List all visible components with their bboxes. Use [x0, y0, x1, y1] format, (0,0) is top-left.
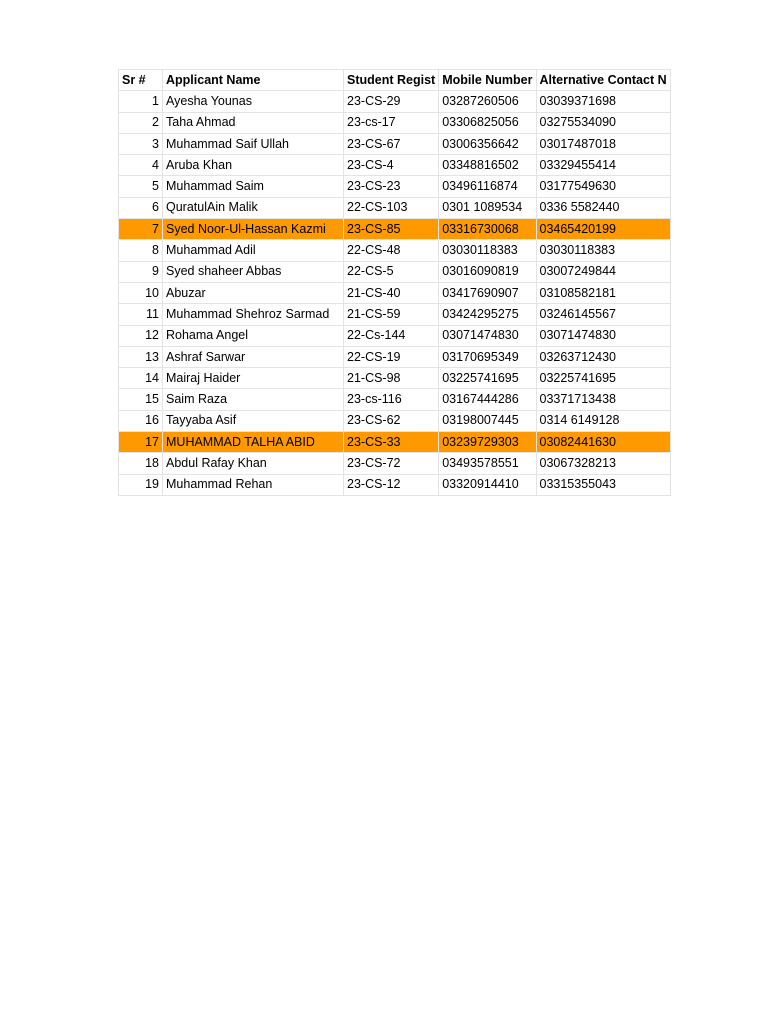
- cell-student-registration[interactable]: 23-cs-116: [344, 389, 439, 410]
- cell-applicant-name[interactable]: Muhammad Shehroz Sarmad: [163, 304, 344, 325]
- header-alternative-contact: Alternative Contact N: [536, 70, 670, 91]
- table-row: [119, 261, 671, 282]
- cell-applicant-name[interactable]: Ashraf Sarwar: [163, 346, 344, 367]
- cell-applicant-name[interactable]: Rohama Angel: [163, 325, 344, 346]
- cell-applicant-name[interactable]: Syed shaheer Abbas: [163, 261, 344, 282]
- header-row: [119, 70, 671, 91]
- cell-sr[interactable]: 14: [119, 368, 163, 389]
- cell-alternative-contact[interactable]: 03071474830: [536, 325, 670, 346]
- table-row: [119, 197, 671, 218]
- cell-applicant-name[interactable]: Taha Ahmad: [163, 112, 344, 133]
- cell-mobile-number[interactable]: 03016090819: [439, 261, 536, 282]
- cell-alternative-contact[interactable]: 03329455414: [536, 155, 670, 176]
- cell-mobile-number[interactable]: 03320914410: [439, 474, 536, 495]
- table-row: [119, 346, 671, 367]
- cell-sr[interactable]: 2: [119, 112, 163, 133]
- cell-applicant-name[interactable]: Mairaj Haider: [163, 368, 344, 389]
- table-row: [119, 133, 671, 154]
- cell-mobile-number[interactable]: 03496116874: [439, 176, 536, 197]
- cell-student-registration[interactable]: 22-CS-5: [344, 261, 439, 282]
- cell-alternative-contact[interactable]: 03263712430: [536, 346, 670, 367]
- cell-applicant-name[interactable]: Abdul Rafay Khan: [163, 453, 344, 474]
- cell-sr[interactable]: 18: [119, 453, 163, 474]
- table-row: [119, 474, 671, 495]
- table-row: [119, 112, 671, 133]
- cell-sr[interactable]: 15: [119, 389, 163, 410]
- cell-mobile-number[interactable]: 03287260506: [439, 91, 536, 112]
- cell-sr[interactable]: 13: [119, 346, 163, 367]
- header-sr: Sr #: [119, 70, 163, 91]
- cell-mobile-number[interactable]: 03417690907: [439, 282, 536, 303]
- applicant-table: [118, 69, 671, 496]
- cell-applicant-name[interactable]: Abuzar: [163, 282, 344, 303]
- cell-student-registration[interactable]: 22-CS-19: [344, 346, 439, 367]
- table-row: [119, 240, 671, 261]
- cell-student-registration[interactable]: 23-CS-12: [344, 474, 439, 495]
- cell-mobile-number[interactable]: 03198007445: [439, 410, 536, 431]
- cell-mobile-number[interactable]: 03225741695: [439, 368, 536, 389]
- table-row: [119, 304, 671, 325]
- cell-sr[interactable]: 7: [119, 219, 163, 240]
- cell-applicant-name[interactable]: QuratulAin Malik: [163, 197, 344, 218]
- table-row: [119, 325, 671, 346]
- cell-mobile-number[interactable]: 03167444286: [439, 389, 536, 410]
- cell-applicant-name[interactable]: Syed Noor-Ul-Hassan Kazmi: [163, 219, 344, 240]
- cell-student-registration[interactable]: 23-CS-62: [344, 410, 439, 431]
- cell-alternative-contact[interactable]: 03225741695: [536, 368, 670, 389]
- cell-student-registration[interactable]: 23-CS-85: [344, 219, 439, 240]
- cell-student-registration[interactable]: 23-CS-33: [344, 432, 439, 453]
- cell-alternative-contact[interactable]: 03315355043: [536, 474, 670, 495]
- cell-applicant-name[interactable]: MUHAMMAD TALHA ABID: [163, 432, 344, 453]
- cell-mobile-number[interactable]: 03006356642: [439, 133, 536, 154]
- cell-sr[interactable]: 8: [119, 240, 163, 261]
- cell-applicant-name[interactable]: Muhammad Adil: [163, 240, 344, 261]
- cell-applicant-name[interactable]: Aruba Khan: [163, 155, 344, 176]
- cell-student-registration[interactable]: 22-CS-103: [344, 197, 439, 218]
- cell-mobile-number[interactable]: 03424295275: [439, 304, 536, 325]
- cell-sr[interactable]: 10: [119, 282, 163, 303]
- cell-sr[interactable]: 3: [119, 133, 163, 154]
- cell-sr[interactable]: 1: [119, 91, 163, 112]
- cell-mobile-number[interactable]: 03239729303: [439, 432, 536, 453]
- cell-student-registration[interactable]: 21-CS-59: [344, 304, 439, 325]
- cell-alternative-contact[interactable]: 03067328213: [536, 453, 670, 474]
- cell-applicant-name[interactable]: Ayesha Younas: [163, 91, 344, 112]
- cell-alternative-contact[interactable]: 03007249844: [536, 261, 670, 282]
- cell-alternative-contact[interactable]: 03030118383: [536, 240, 670, 261]
- cell-sr[interactable]: 19: [119, 474, 163, 495]
- cell-alternative-contact[interactable]: 0314 6149128: [536, 410, 670, 431]
- table-row: [119, 282, 671, 303]
- table-row: [119, 219, 671, 240]
- cell-mobile-number[interactable]: 03348816502: [439, 155, 536, 176]
- cell-mobile-number[interactable]: 03170695349: [439, 346, 536, 367]
- cell-student-registration[interactable]: 23-CS-67: [344, 133, 439, 154]
- cell-applicant-name[interactable]: Muhammad Rehan: [163, 474, 344, 495]
- cell-student-registration[interactable]: 22-CS-48: [344, 240, 439, 261]
- table-row: [119, 176, 671, 197]
- cell-student-registration[interactable]: 23-cs-17: [344, 112, 439, 133]
- cell-mobile-number[interactable]: 0301 1089534: [439, 197, 536, 218]
- header-mobile-number: Mobile Number: [439, 70, 536, 91]
- cell-alternative-contact[interactable]: 0336 5582440: [536, 197, 670, 218]
- cell-mobile-number[interactable]: 03306825056: [439, 112, 536, 133]
- cell-alternative-contact[interactable]: 03465420199: [536, 219, 670, 240]
- cell-applicant-name[interactable]: Saim Raza: [163, 389, 344, 410]
- header-applicant-name: Applicant Name: [163, 70, 344, 91]
- cell-alternative-contact[interactable]: 03371713438: [536, 389, 670, 410]
- cell-student-registration[interactable]: 22-Cs-144: [344, 325, 439, 346]
- cell-sr[interactable]: 5: [119, 176, 163, 197]
- cell-student-registration[interactable]: 23-CS-29: [344, 91, 439, 112]
- table-row: [119, 432, 671, 453]
- cell-sr[interactable]: 12: [119, 325, 163, 346]
- header-student-registration: Student Regist: [344, 70, 439, 91]
- cell-student-registration[interactable]: 23-CS-4: [344, 155, 439, 176]
- table-row: [119, 410, 671, 431]
- cell-student-registration[interactable]: 23-CS-72: [344, 453, 439, 474]
- cell-sr[interactable]: 4: [119, 155, 163, 176]
- table-row: [119, 453, 671, 474]
- cell-mobile-number[interactable]: 03071474830: [439, 325, 536, 346]
- cell-sr[interactable]: 9: [119, 261, 163, 282]
- cell-mobile-number[interactable]: 03030118383: [439, 240, 536, 261]
- cell-alternative-contact[interactable]: 03108582181: [536, 282, 670, 303]
- cell-sr[interactable]: 17: [119, 432, 163, 453]
- cell-applicant-name[interactable]: Tayyaba Asif: [163, 410, 344, 431]
- cell-student-registration[interactable]: 21-CS-40: [344, 282, 439, 303]
- table-row: [119, 389, 671, 410]
- cell-alternative-contact[interactable]: 03082441630: [536, 432, 670, 453]
- cell-sr[interactable]: 6: [119, 197, 163, 218]
- cell-alternative-contact[interactable]: 03177549630: [536, 176, 670, 197]
- cell-mobile-number[interactable]: 03316730068: [439, 219, 536, 240]
- cell-applicant-name[interactable]: Muhammad Saif Ullah: [163, 133, 344, 154]
- table-row: [119, 155, 671, 176]
- cell-alternative-contact[interactable]: 03246145567: [536, 304, 670, 325]
- table-row: [119, 368, 671, 389]
- cell-alternative-contact[interactable]: 03017487018: [536, 133, 670, 154]
- cell-student-registration[interactable]: 23-CS-23: [344, 176, 439, 197]
- cell-applicant-name[interactable]: Muhammad Saim: [163, 176, 344, 197]
- cell-mobile-number[interactable]: 03493578551: [439, 453, 536, 474]
- cell-sr[interactable]: 11: [119, 304, 163, 325]
- cell-sr[interactable]: 16: [119, 410, 163, 431]
- table-row: [119, 91, 671, 112]
- cell-alternative-contact[interactable]: 03039371698: [536, 91, 670, 112]
- cell-student-registration[interactable]: 21-CS-98: [344, 368, 439, 389]
- cell-alternative-contact[interactable]: 03275534090: [536, 112, 670, 133]
